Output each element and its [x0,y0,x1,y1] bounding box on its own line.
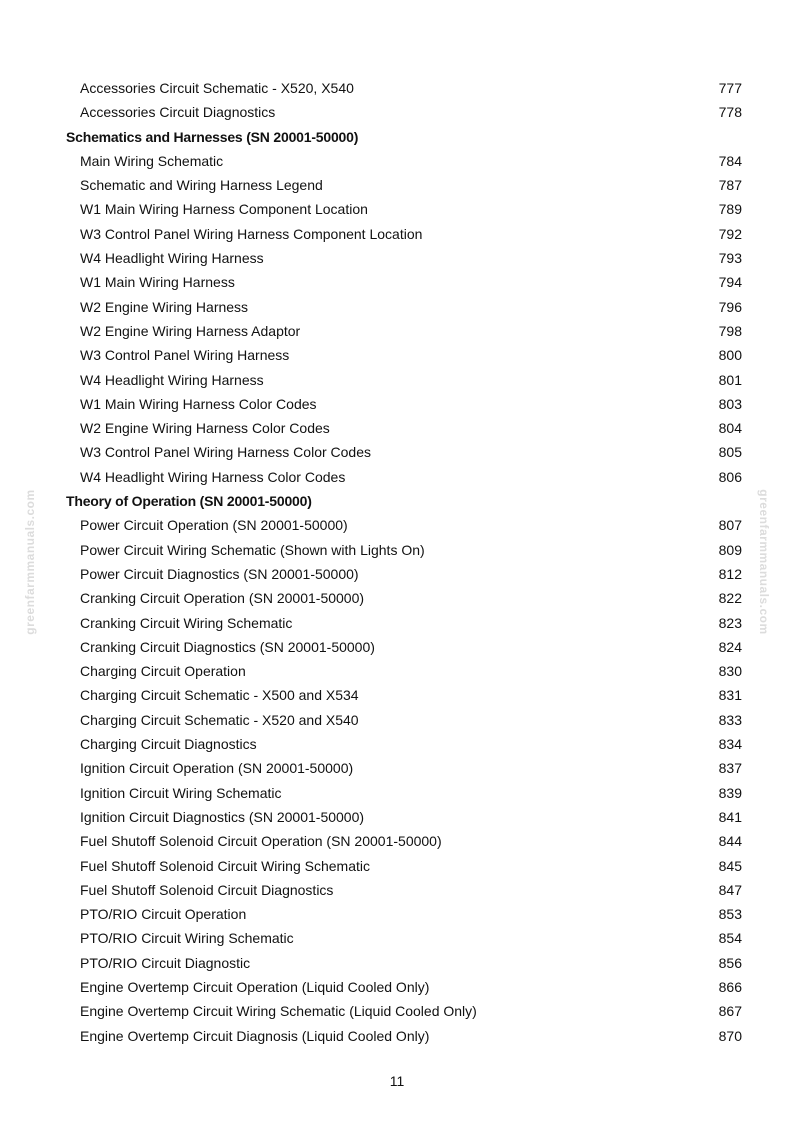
toc-entry-page-number: 831 [718,687,742,704]
toc-entry[interactable] [0,951,794,975]
toc-entry-page-number: 839 [718,784,742,801]
toc-entry-title: W1 Main Wiring Harness [80,274,235,291]
toc-entry[interactable] [0,368,794,392]
toc-entry[interactable] [0,465,794,489]
toc-entry-page-number: 778 [718,104,742,121]
toc-entry-page-number: 870 [718,1027,742,1044]
toc-entry-page-number: 777 [718,80,742,96]
toc-entry[interactable] [0,270,794,294]
toc-entry-title: W2 Engine Wiring Harness Color Codes [80,420,330,437]
toc-entry[interactable] [0,756,794,780]
toc-entry[interactable] [0,222,794,246]
toc-entry-title: Main Wiring Schematic [80,152,224,169]
toc-entry-title: W3 Control Panel Wiring Harness Component Location [80,225,423,242]
toc-entry[interactable] [0,149,794,173]
toc-entry-title: Cranking Circuit Wiring Schematic [80,614,293,631]
toc-entry-page-number: 853 [718,906,742,923]
toc-entry-title: Power Circuit Wiring Schematic (Shown with Lights On) [80,541,425,558]
toc-entry[interactable] [0,732,794,756]
toc-entry[interactable] [0,562,794,586]
toc-entry-page-number: 841 [718,808,742,825]
toc-entry-page-number: 784 [718,152,742,169]
toc-entry-title: Fuel Shutoff Solenoid Circuit Operation (SN 20001-50000) [80,833,442,850]
toc-entry[interactable] [0,246,794,270]
toc-entry[interactable] [0,708,794,732]
page-number: 11 [389,1073,405,1089]
toc-entry[interactable] [0,829,794,853]
toc-entry-page-number: 796 [718,298,742,315]
toc-entry[interactable] [0,781,794,805]
toc-entry-page-number: 845 [718,857,742,874]
toc-entry-page-number: 804 [718,420,742,437]
toc-entry[interactable] [0,173,794,197]
watermark-right: greenfarmmanuals.com [757,489,771,635]
toc-entry-page-number: 844 [718,833,742,850]
toc-entry[interactable] [0,611,794,635]
toc-entry[interactable] [0,805,794,829]
toc-entry[interactable] [0,100,794,124]
toc-entry-title: W4 Headlight Wiring Harness [80,250,264,267]
toc-entry[interactable] [0,343,794,367]
toc-entry-page-number: 812 [718,565,742,582]
toc-entry-title: Theory of Operation (SN 20001-50000) [66,493,312,510]
toc-entry[interactable] [0,999,794,1023]
toc-entry-page-number: 847 [718,881,742,898]
toc-entry-title: Fuel Shutoff Solenoid Circuit Diagnostics [80,881,334,898]
toc-entry-title: Accessories Circuit Schematic - X520, X540 [80,80,354,96]
toc-entry[interactable] [0,975,794,999]
toc-entry-page-number: 800 [718,347,742,364]
toc-entry-title: Charging Circuit Diagnostics [80,736,257,753]
toc-entry-title: Ignition Circuit Diagnostics (SN 20001-50000) [80,808,365,825]
toc-entry-page-number: 822 [718,590,742,607]
toc-entry[interactable] [0,76,794,100]
table-of-contents [0,76,794,1048]
toc-entry[interactable] [0,902,794,926]
watermark-left: greenfarmmanuals.com [23,489,37,635]
toc-entry[interactable] [0,538,794,562]
toc-entry[interactable] [0,586,794,610]
toc-entry-title: Power Circuit Diagnostics (SN 20001-50000) [80,565,359,582]
toc-entry-title: PTO/RIO Circuit Wiring Schematic [80,930,294,947]
toc-entry-title: W3 Control Panel Wiring Harness Color Codes [80,444,371,461]
toc-entry[interactable] [0,416,794,440]
toc-entry-title: Cranking Circuit Diagnostics (SN 20001-50000) [80,638,375,655]
toc-entry-page-number: 794 [718,274,742,291]
toc-entry-title: Accessories Circuit Diagnostics [80,104,276,121]
toc-entry[interactable] [0,197,794,221]
toc-section-heading [0,489,794,513]
toc-entry-page-number: 824 [718,638,742,655]
toc-entry-page-number: 798 [718,322,742,339]
toc-entry[interactable] [0,319,794,343]
toc-entry-page-number: 833 [718,711,742,728]
toc-entry-title: Ignition Circuit Wiring Schematic [80,784,282,801]
toc-entry-page-number: 792 [718,225,742,242]
toc-entry[interactable] [0,878,794,902]
toc-entry-page-number: 830 [718,663,742,680]
toc-entry-title: W1 Main Wiring Harness Color Codes [80,395,317,412]
toc-entry-page-number: 809 [718,541,742,558]
toc-entry-title: W2 Engine Wiring Harness Adaptor [80,322,301,339]
toc-entry[interactable] [0,1024,794,1048]
toc-entry-title: Charging Circuit Schematic - X500 and X534 [80,687,359,704]
toc-entry-title: W3 Control Panel Wiring Harness [80,347,290,364]
toc-entry[interactable] [0,635,794,659]
toc-entry-title: W2 Engine Wiring Harness [80,298,249,315]
toc-entry-title: Power Circuit Operation (SN 20001-50000) [80,517,348,534]
toc-section-heading [0,125,794,149]
toc-entry-page-number: 807 [718,517,742,534]
toc-entry-title: Cranking Circuit Operation (SN 20001-50000) [80,590,365,607]
toc-entry-title: Engine Overtemp Circuit Operation (Liquid Cooled Only) [80,978,430,995]
toc-entry-title: Fuel Shutoff Solenoid Circuit Wiring Schematic [80,857,370,874]
toc-entry[interactable] [0,295,794,319]
toc-entry[interactable] [0,513,794,537]
toc-entry-title: Schematics and Harnesses (SN 20001-50000) [66,128,359,145]
toc-entry-title: Ignition Circuit Operation (SN 20001-50000) [80,760,354,777]
toc-entry-title: PTO/RIO Circuit Operation [80,906,247,923]
toc-entry-page-number: 801 [718,371,742,388]
toc-entry-page-number: 823 [718,614,742,631]
toc-entry-page-number: 834 [718,736,742,753]
toc-entry-title: W1 Main Wiring Harness Component Location [80,201,368,218]
toc-entry-page-number: 854 [718,930,742,947]
toc-entry-page-number: 806 [718,468,742,485]
toc-entry-title: Charging Circuit Schematic - X520 and X540 [80,711,359,728]
toc-entry-title: Engine Overtemp Circuit Diagnosis (Liquid Cooled Only) [80,1027,430,1044]
toc-entry-page-number: 793 [718,250,742,267]
toc-entry[interactable] [0,659,794,683]
toc-entry-title: Charging Circuit Operation [80,663,246,680]
toc-entry-page-number: 866 [718,978,742,995]
toc-entry[interactable] [0,392,794,416]
toc-entry-title: Engine Overtemp Circuit Wiring Schematic (Liquid Cooled Only) [80,1003,477,1020]
toc-entry-page-number: 856 [718,954,742,971]
toc-entry[interactable] [0,854,794,878]
toc-entry[interactable] [0,926,794,950]
toc-entry-page-number: 803 [718,395,742,412]
toc-entry-title: Schematic and Wiring Harness Legend [80,177,323,194]
toc-entry-title: PTO/RIO Circuit Diagnostic [80,954,251,971]
toc-entry[interactable] [0,440,794,464]
toc-entry-page-number: 805 [718,444,742,461]
toc-entry-title: W4 Headlight Wiring Harness [80,371,264,388]
toc-entry-page-number: 789 [718,201,742,218]
toc-entry-page-number: 787 [718,177,742,194]
toc-entry[interactable] [0,683,794,707]
toc-entry-page-number: 867 [718,1003,742,1020]
toc-entry-title: W4 Headlight Wiring Harness Color Codes [80,468,346,485]
toc-entry-page-number: 837 [718,760,742,777]
